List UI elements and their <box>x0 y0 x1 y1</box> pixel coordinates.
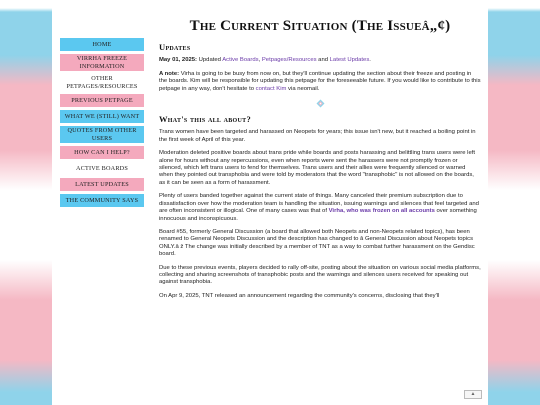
main-content <box>159 44 481 306</box>
about-heading: What's this all about? <box>159 114 251 125</box>
contact-kim-link[interactable]: contact Kim <box>255 85 287 92</box>
nav-active-boards[interactable]: ACTIVE BOARDS <box>60 162 144 175</box>
nav-home[interactable]: HOME <box>60 38 144 51</box>
about-paragraph-5: Due to these previous events, players decided to rally off-site, posting about the situation on various social media platforms, collecting and sharing screenshots of transphobic posts and the warnings and silences users received for speaking out against transphobia. <box>159 264 481 286</box>
about-paragraph-4: Board #55, formerly General Discussion (a board that allowed both Neopets and non-Neopets related topics), has been renamed to General Neopets Discussion and the description has changed to â General Discussion about Neopets topics ONLY.â ž The change was initially described by a member of TNT as a way to combat further harassment on the Gendisc board. <box>159 228 475 258</box>
about-paragraph-2: Moderation deleted positive boards about trans pride while boards and posts harassing and belittling trans users were left alone for hours without any repercussions, even when reports were sent the harassers were not promptly frozen or silenced, which left trans users to fend for themselves. Trans users and their allies were frequently silenced or warned when they pointed out transphobia and were told by moderators that the word "transphobic" is not allowed on the boards, as it can be seen as a form of harassment. <box>159 150 475 186</box>
virha-frozen-link[interactable]: Virha, who was frozen on all accounts <box>328 208 435 215</box>
note-label: A note: <box>159 70 180 77</box>
nav-latest-updates[interactable]: LATEST UPDATES <box>60 178 144 191</box>
flag-image-icon <box>316 99 325 108</box>
page-container <box>52 8 488 405</box>
nav-virrha-freeze-information[interactable]: VIRRHA FREEZE INFORMATION <box>60 54 144 71</box>
update-entry: May 01, 2025: Updated Active Boards, Petpages/Resources and Latest Updates. <box>159 57 371 64</box>
about-paragraph-6: On Apr 9, 2025, TNT released an announcement regarding the community's concerns, disclosing that they'll <box>159 292 440 299</box>
note-paragraph: A note: Virha is going to be busy from now on, but they'll continue updating the section about their freeze and posting in the boards. Kim will be responsible for updating this petpage for the foreseeable future. If you would like to contribute to this petpage in any way, don't hesitate to contact Kim via neomail. <box>159 70 481 92</box>
updates-heading: Updates <box>159 42 191 52</box>
nav-previous-petpage[interactable]: PREVIOUS PETPAGE <box>60 94 144 107</box>
nav-what-we-still-want[interactable]: WHAT WE (STILL) WANT <box>60 110 144 123</box>
latest-updates-link[interactable]: Latest Updates <box>329 57 370 64</box>
nav-other-petpages-resources[interactable]: OTHER PETPAGES/RESOURCES <box>60 74 144 91</box>
nav-the-community-says[interactable]: THE COMMUNITY SAYS <box>60 194 144 207</box>
nav-quotes-from-other-users[interactable]: QUOTES FROM OTHER USERS <box>60 126 144 143</box>
scroll-to-top-button[interactable]: ▲ <box>464 390 482 399</box>
active-boards-link[interactable]: Active Boards <box>222 57 259 64</box>
page-title: The Current Situation (The Issueâ„¢) <box>189 18 451 34</box>
nav-how-can-i-help[interactable]: HOW CAN I HELP? <box>60 146 144 159</box>
petpages-resources-link[interactable]: Petpages/Resources <box>261 57 317 64</box>
about-paragraph-1: Trans women have been targeted and harassed on Neopets for years; this issue isn't new, but it reached a boiling point in the first week of April of this year. <box>159 129 476 143</box>
update-date: May 01, 2025: <box>159 57 197 64</box>
sidebar-nav <box>60 38 144 210</box>
about-paragraph-3: Plenty of users banded together against the current state of things. Many canceled their premium subscription due to dissatisfaction over how the moderation team is handling the situation, issuing warnings and silences that feel targeted and are often inconsistent or illogical. One of many cases was that of Virha, who was frozen on all accounts over something innocuous and inconspicuous. <box>159 193 479 222</box>
